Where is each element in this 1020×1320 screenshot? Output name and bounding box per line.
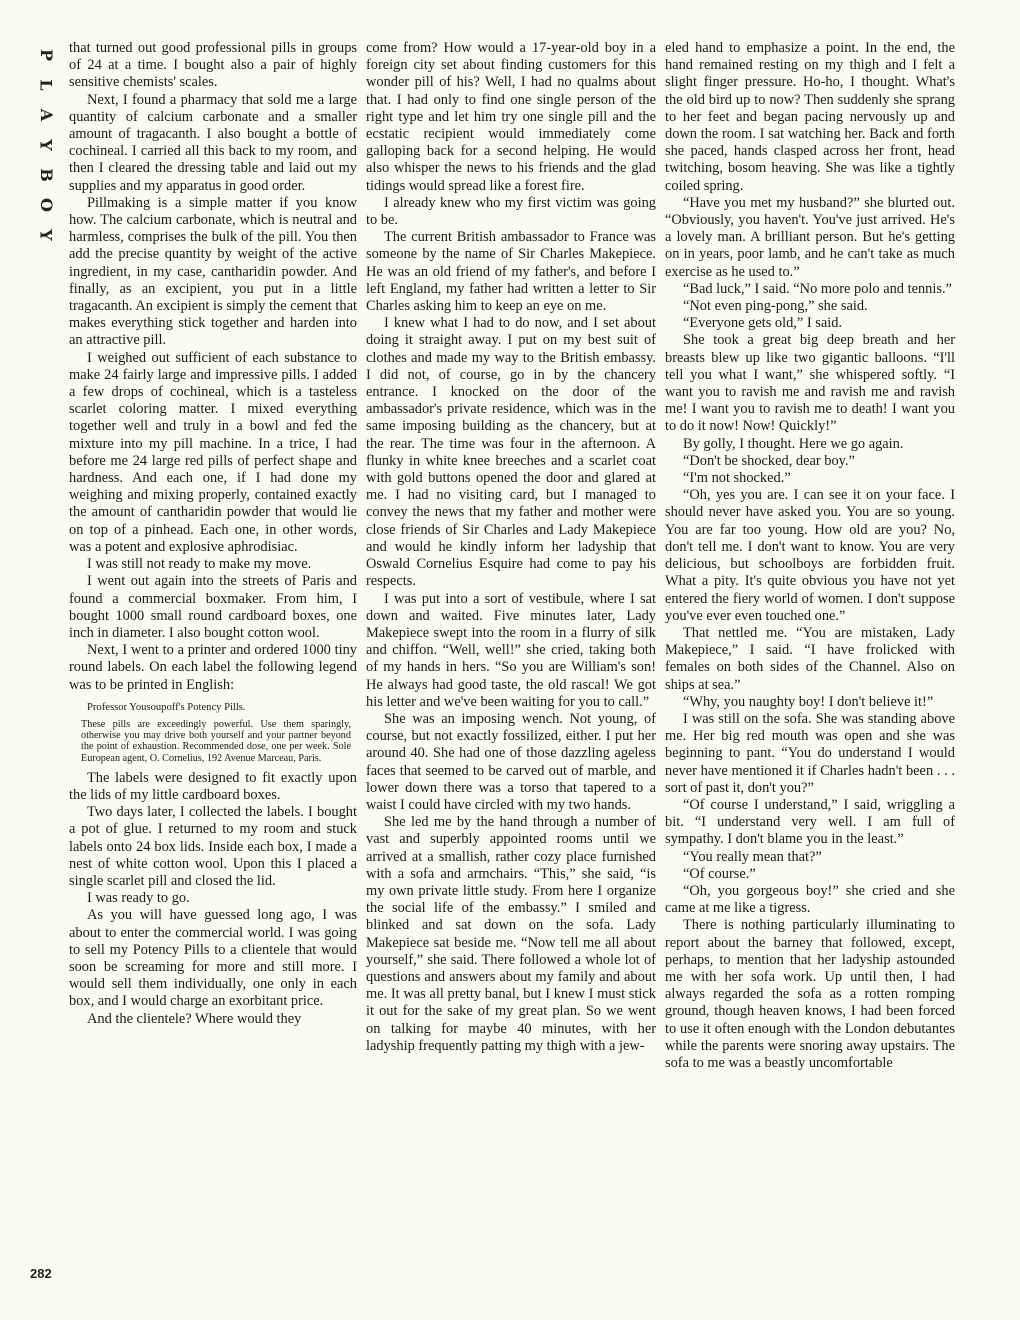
paragraph: “Everyone gets old,” I said.: [683, 315, 843, 332]
label-legend-box: [81, 702, 351, 764]
masthead-letter: B: [37, 168, 56, 182]
paragraph: The current British ambassador to France was someone by the name of Sir Charles Makepiece. He was an old friend of my father's, and before I left England, my father had written a letter to Sir Charles asking him to keep an eye on me.: [366, 229, 656, 315]
page-number: 282: [30, 1266, 52, 1281]
paragraph: Two days later, I collected the labels. I bought a pot of glue. I returned to my room and stuck labels onto 24 box lids. Inside each box, I made a nest of white cotton wool. Upon this I placed a single scarlet pill and closed the lid.: [69, 804, 357, 889]
paragraph: I was put into a sort of vestibule, where I sat down and waited. Five minutes later, Lady Makepiece swept into the room in a flurry of silk and chiffon. “Well, well!” she cried, taking both of my hands in hers. “So you are William's son! He always had good taste, the old rascal! We got his letter and we've been waiting for you to call.”: [366, 590, 656, 710]
masthead-letter: A: [36, 108, 56, 122]
paragraph: “Bad luck,” I said. “No more polo and tennis.”: [683, 280, 952, 297]
paragraph: She led me by the hand through a number of vast and superbly appointed rooms until we arrived at a smallish, rather cozy place furnished with a sofa and armchairs. “This,” she said, “is my own private little study. From here I organize the social life of the embassy.” I smiled and blinked and sat down on the sofa. Lady Makepiece sat beside me. “Now tell me all about yourself,” she said. There followed a whole lot of questions and answers about my family and about me. It was all pretty banal, but I knew I must stick it out for the sake of my great plan. So we went on talking for maybe 40 minutes, with her ladyship frequently patting my thigh with a jew-: [366, 814, 656, 1054]
paragraph: I was still not ready to make my move.: [87, 556, 312, 573]
text-column-1: [69, 40, 357, 1280]
text-column-2: [366, 40, 656, 1280]
paragraph: eled hand to emphasize a point. In the end, the hand remained resting on my thigh and I felt a slight finger pressure. Ho-ho, I thought. What's the old bird up to now? Then suddenly she sprang to her feet and began pacing nervously up and down the room. I sat watching her. Back and forth she paced, hands clasped across her front, head twitching, bosom heaving. She was like a tightly coiled spring.: [665, 40, 955, 194]
masthead-letter: Y: [36, 229, 56, 241]
paragraph: “Of course I understand,” I said, wriggling a bit. “I understand very well. I am full of sympathy. I don't blame you in the least.”: [665, 796, 955, 848]
paragraph: “Have you met my husband?” she blurted out. “Obviously, you haven't. You've just arrived. He's a lovely man. A brilliant person. But he's getting on in years, poor lamb, and he can't take as much exercise as he used to.”: [665, 194, 955, 280]
paragraph: I was still on the sofa. She was standing above me. Her big red mouth was open and she was beginning to pant. “You do understand I would never have mentioned it if Charles hadn't been . . . sort of past it, don't you?”: [665, 710, 955, 796]
legend-body: These pills are exceedingly powerful. Use them sparingly, otherwise you may drive both yourself and your partner beyond the point of exhaustion. Recommended dose, one per week. Sole European agent, O. Cornelius, 192 Avenue Marceau, Paris.: [81, 718, 351, 764]
paragraph: “Oh, you gorgeous boy!” she cried and she came at me like a tigress.: [665, 882, 955, 917]
legend-title: Professor Yousoupoff's Potency Pills.: [87, 701, 246, 713]
paragraph: That nettled me. “You are mistaken, Lady Makepiece,” I said. “I have frolicked with females on both sides of the Channel. Also on ships at sea.”: [665, 624, 955, 693]
paragraph: She was an imposing wench. Not young, of course, but not exactly fossilized, either. I put her around 40. She had one of those dazzling ageless faces that seemed to be carved out of marble, and lower down there was a torso that tapered to a waist I could have circled with my two hands.: [366, 710, 656, 813]
paragraph: Next, I went to a printer and ordered 1000 tiny round labels. On each label the following legend was to be printed in English:: [69, 642, 357, 693]
paragraph: that turned out good professional pills in groups of 24 at a time. I bought also a pair of highly sensitive chemists' scales.: [69, 40, 357, 91]
paragraph: By golly, I thought. Here we go again.: [683, 435, 904, 452]
paragraph: come from? How would a 17-year-old boy in a foreign city set about finding customers for this wonder pill of his? Well, I had no qualms about that. I had only to find one single person of the right type and let him try one single pill and the ecstatic recipient would immediately come galloping back for a second helping. He would also whisper the news to his friends and the glad tidings would spread like a forest fire.: [366, 40, 656, 194]
paragraph: “Of course.”: [683, 865, 756, 882]
paragraph: “I'm not shocked.”: [683, 470, 791, 487]
paragraph: The labels were designed to fit exactly upon the lids of my little cardboard boxes.: [69, 769, 357, 803]
paragraph: I weighed out sufficient of each substance to make 24 fairly large and impressive pills. I added a few drops of cochineal, which is a tasteless scarlet coloring matter. I mixed everything together well and truly in a bowl and fed the mixture into my pill machine. In a trice, I had before me 24 large red pills of perfect shape and hardness. And each one, if I had done my weighing and mixing properly, contained exactly the amount of cantharidin powder that would lie on top of a pinhead. Each one, in other words, was a potent and explosive aphrodisiac.: [69, 349, 357, 555]
magazine-masthead: [22, 40, 56, 250]
paragraph: Pillmaking is a simple matter if you know how. The calcium carbonate, which is neutral and harmless, comprises the bulk of the pill. You then add the precise quantity by weight of the active ingredient, in my case, cantharidin powder. And finally, as an excipient, you put in a little tragacanth. An excipient is simply the cement that makes everything stick together and harden into an attractive pill.: [69, 194, 357, 349]
paragraph: There is nothing particularly illuminating to report about the barney that followed, except, perhaps, to mention that her ladyship astounded me with her sofa work. Up until then, I had always regarded the sofa as a rotten romping ground, though heaven knows, I had been forced to use it often enough with the London debutantes while the parents were snoring away upstairs. The sofa to me was a beastly uncomfortable: [665, 917, 955, 1071]
paragraph: “Why, you naughty boy! I don't believe it!”: [683, 693, 934, 710]
masthead-letter: L: [37, 79, 56, 91]
paragraph: I went out again into the streets of Paris and found a commercial boxmaker. From him, I bought 1000 small round cardboard boxes, one inch in diameter. I also bought cotton wool.: [69, 573, 357, 641]
paragraph: “Don't be shocked, dear boy.”: [683, 452, 855, 469]
paragraph: “Not even ping-pong,” she said.: [683, 298, 868, 315]
paragraph: Next, I found a pharmacy that sold me a large quantity of calcium carbonate and a smaller amount of tragacanth. I also bought a bottle of cochineal. I carried all this back to my room, and then I cleared the dressing table and laid out my supplies and my apparatus in good order.: [69, 91, 357, 194]
paragraph: I knew what I had to do now, and I set about doing it straight away. I put on my best suit of clothes and made my way to the British embassy. I did not, of course, go in by the chancery entrance. I knocked on the door of the ambassador's private residence, which was in the same imposing building as the chancery, but at the rear. The time was four in the afternoon. A flunky in white knee breeches and a scarlet coat with gold buttons opened the door and glared at me. I had no visiting card, but I managed to convey the news that my father and mother were close friends of Sir Charles and Lady Makepiece and would he kindly inform her ladyship that Oswald Cornelius Esquire had come to pay his respects.: [366, 315, 656, 590]
paragraph: I already knew who my first victim was going to be.: [366, 194, 656, 229]
text-column-3: [665, 40, 955, 1280]
paragraph: “You really mean that?”: [683, 848, 822, 865]
paragraph: And the clientele? Where would they: [87, 1010, 302, 1027]
masthead-letter: P: [37, 48, 56, 62]
masthead-letter: Y: [36, 139, 56, 151]
paragraph: She took a great big deep breath and her breasts blew up like two gigantic balloons. “I'll tell you what I want,” she whispered softly. “I want you to ravish me and ravish me and ravish me! I want you to ravish me to death! I want you to do it now! Now! Quickly!”: [665, 332, 955, 435]
masthead-letter: O: [37, 198, 56, 212]
paragraph: “Oh, yes you are. I can see it on your face. I should never have asked you. You are so young. You are far too young. How old are you? No, don't tell me. I don't want to know. You are very delicious, but schoolboys are forbidden fruit. What a pity. It's quite obvious you have not yet entered the fiery world of women. I don't suppose you've ever even touched one.”: [665, 487, 955, 624]
paragraph: I was ready to go.: [87, 890, 190, 907]
paragraph: As you will have guessed long ago, I was about to enter the commercial world. I was going to sell my Potency Pills to a clientele that would soon be screaming for more and still more. I would sell them individually, one only in each box, and I would charge an exorbitant price.: [69, 907, 357, 1010]
